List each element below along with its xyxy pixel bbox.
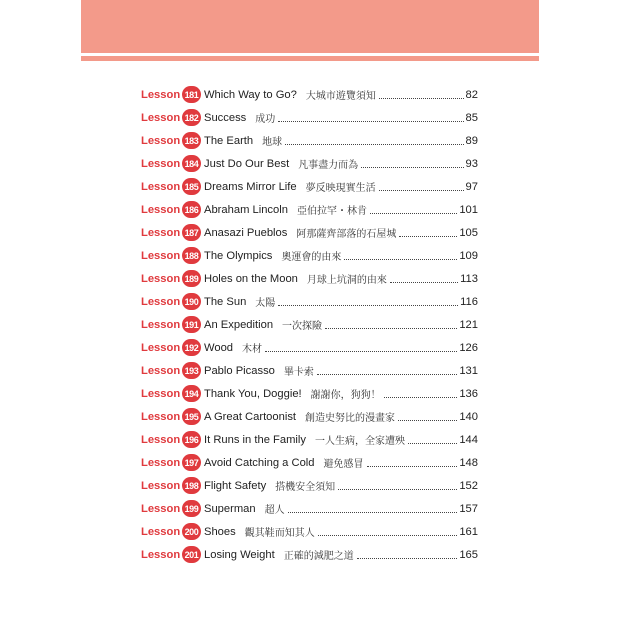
page-number: 126 (459, 341, 478, 354)
lesson-title: Losing Weight (204, 548, 275, 561)
lesson-title-chinese: 太陽 (255, 298, 276, 309)
lesson-title-chinese: 一次探險 (282, 321, 323, 332)
lesson-title-chinese: 謝謝你，狗狗！ (310, 390, 381, 401)
page-number: 165 (459, 548, 478, 561)
lesson-title-chinese: 亞伯拉罕・林肯 (296, 206, 367, 217)
lesson-number-badge: 181 (182, 86, 201, 103)
dot-leader (379, 181, 464, 191)
lesson-label: Lesson (141, 502, 181, 515)
page-number: 101 (459, 203, 478, 216)
lesson-title-chinese: 超人 (264, 505, 285, 516)
lesson-title-chinese: 正確的減肥之道 (283, 551, 354, 562)
lesson-title: Dreams Mirror Life (204, 180, 297, 193)
lesson-title-chinese: 大城市遊覽須知 (305, 91, 376, 102)
lesson-label: Lesson (141, 180, 181, 193)
dot-leader (399, 227, 457, 237)
lesson-title-chinese: 成功 (255, 114, 276, 125)
lesson-title-chinese: 地球 (262, 137, 283, 148)
page-number: 113 (460, 272, 478, 285)
table-of-contents (141, 83, 478, 566)
page-number: 89 (465, 134, 478, 147)
lesson-number-badge: 190 (182, 293, 201, 310)
page-number: 144 (459, 433, 478, 446)
dot-leader (278, 296, 458, 306)
lesson-title: Superman (204, 502, 256, 515)
toc-entry[interactable] (141, 290, 478, 313)
page-number: 105 (459, 226, 478, 239)
lesson-label: Lesson (141, 456, 181, 469)
page-number: 136 (459, 387, 478, 400)
lesson-title: An Expedition (204, 318, 274, 331)
lesson-title: Thank You, Doggie! (204, 387, 302, 400)
lesson-title-chinese: 避免感冒 (323, 459, 364, 470)
lesson-label: Lesson (141, 387, 181, 400)
document-page (81, 0, 539, 620)
lesson-label: Lesson (141, 272, 181, 285)
dot-leader (370, 204, 457, 214)
lesson-title: The Olympics (204, 249, 273, 262)
lesson-number-badge: 182 (182, 109, 201, 126)
dot-leader (357, 549, 458, 559)
page-number: 85 (465, 111, 478, 124)
dot-leader (408, 434, 457, 444)
toc-entry[interactable] (141, 451, 478, 474)
lesson-number-badge: 201 (182, 546, 201, 563)
lesson-title: The Earth (204, 134, 254, 147)
header-strip (81, 56, 539, 61)
lesson-title: Abraham Lincoln (204, 203, 288, 216)
lesson-label: Lesson (141, 88, 181, 101)
dot-leader (318, 526, 458, 536)
lesson-label: Lesson (141, 249, 181, 262)
dot-leader (379, 89, 464, 99)
page-number: 109 (459, 249, 478, 262)
toc-entry[interactable] (141, 106, 478, 129)
lesson-title: Flight Safety (204, 479, 267, 492)
lesson-title: Which Way to Go? (204, 88, 297, 101)
toc-entry[interactable] (141, 152, 478, 175)
toc-entry[interactable] (141, 474, 478, 497)
lesson-title-chinese: 木材 (242, 344, 263, 355)
page-number: 152 (459, 479, 478, 492)
lesson-title-chinese: 阿那薩齊部落的石屋城 (296, 229, 397, 240)
lesson-number-badge: 192 (182, 339, 201, 356)
lesson-title-chinese: 凡事盡力而為 (298, 160, 359, 171)
lesson-number-badge: 194 (182, 385, 201, 402)
dot-leader (367, 457, 458, 467)
toc-entry[interactable] (141, 520, 478, 543)
toc-entry[interactable] (141, 359, 478, 382)
toc-entry[interactable] (141, 244, 478, 267)
lesson-number-badge: 184 (182, 155, 201, 172)
lesson-label: Lesson (141, 364, 181, 377)
lesson-number-badge: 188 (182, 247, 201, 264)
lesson-title-chinese: 夢反映現實生活 (305, 183, 376, 194)
toc-entry[interactable] (141, 497, 478, 520)
dot-leader (398, 411, 457, 421)
toc-entry[interactable] (141, 175, 478, 198)
lesson-title-chinese: 畢卡索 (283, 367, 314, 378)
page-number: 121 (459, 318, 478, 331)
toc-entry[interactable] (141, 83, 478, 106)
lesson-number-badge: 200 (182, 523, 201, 540)
lesson-number-badge: 183 (182, 132, 201, 149)
lesson-number-badge: 185 (182, 178, 201, 195)
lesson-number-badge: 187 (182, 224, 201, 241)
lesson-title: It Runs in the Family (204, 433, 306, 446)
page-number: 82 (465, 88, 478, 101)
toc-entry[interactable] (141, 129, 478, 152)
lesson-title: Holes on the Moon (204, 272, 298, 285)
toc-entry[interactable] (141, 336, 478, 359)
lesson-title-chinese: 觀其鞋而知其人 (244, 528, 315, 539)
lesson-number-badge: 189 (182, 270, 201, 287)
lesson-title: The Sun (204, 295, 247, 308)
lesson-number-badge: 186 (182, 201, 201, 218)
lesson-label: Lesson (141, 111, 181, 124)
lesson-number-badge: 193 (182, 362, 201, 379)
lesson-title: Anasazi Pueblos (204, 226, 288, 239)
dot-leader (338, 480, 457, 490)
dot-leader (390, 273, 458, 283)
page-number: 97 (465, 180, 478, 193)
header-band (81, 0, 539, 53)
lesson-label: Lesson (141, 410, 181, 423)
lesson-label: Lesson (141, 318, 181, 331)
page-number: 161 (459, 525, 478, 538)
toc-entry[interactable] (141, 543, 478, 566)
lesson-label: Lesson (141, 295, 181, 308)
page-number: 116 (460, 295, 478, 308)
lesson-title-chinese: 奧運會的由來 (281, 252, 342, 263)
dot-leader (285, 135, 463, 145)
toc-entry[interactable] (141, 198, 478, 221)
lesson-title-chinese: 搭機安全須知 (275, 482, 336, 493)
lesson-label: Lesson (141, 226, 181, 239)
lesson-number-badge: 198 (182, 477, 201, 494)
lesson-number-badge: 197 (182, 454, 201, 471)
lesson-title-chinese: 創造史努比的漫畫家 (305, 413, 396, 424)
toc-entry[interactable] (141, 405, 478, 428)
lesson-title: Success (204, 111, 247, 124)
page-number: 148 (459, 456, 478, 469)
lesson-label: Lesson (141, 134, 181, 147)
dot-leader (288, 503, 458, 513)
lesson-label: Lesson (141, 479, 181, 492)
lesson-title: Avoid Catching a Cold (204, 456, 315, 469)
toc-entry[interactable] (141, 382, 478, 405)
lesson-label: Lesson (141, 433, 181, 446)
lesson-label: Lesson (141, 525, 181, 538)
dot-leader (278, 112, 463, 122)
dot-leader (317, 365, 457, 375)
dot-leader (361, 158, 463, 168)
toc-entry[interactable] (141, 267, 478, 290)
toc-entry[interactable] (141, 221, 478, 244)
lesson-label: Lesson (141, 203, 181, 216)
dot-leader (265, 342, 457, 352)
lesson-number-badge: 196 (182, 431, 201, 448)
lesson-title: Just Do Our Best (204, 157, 290, 170)
lesson-number-badge: 195 (182, 408, 201, 425)
lesson-title: Wood (204, 341, 234, 354)
toc-entry[interactable] (141, 428, 478, 451)
page-number: 131 (459, 364, 478, 377)
dot-leader (384, 388, 458, 398)
lesson-title: Pablo Picasso (204, 364, 275, 377)
lesson-label: Lesson (141, 341, 181, 354)
dot-leader (325, 319, 457, 329)
lesson-label: Lesson (141, 548, 181, 561)
dot-leader (344, 250, 457, 260)
lesson-title: A Great Cartoonist (204, 410, 297, 423)
page-number: 140 (459, 410, 478, 423)
lesson-title-chinese: 一人生病，全家遭殃 (314, 436, 405, 447)
lesson-title-chinese: 月球上坑洞的由來 (306, 275, 387, 286)
lesson-number-badge: 199 (182, 500, 201, 517)
lesson-label: Lesson (141, 157, 181, 170)
page-number: 93 (465, 157, 478, 170)
lesson-number-badge: 191 (182, 316, 201, 333)
page-number: 157 (459, 502, 478, 515)
toc-entry[interactable] (141, 313, 478, 336)
lesson-title: Shoes (204, 525, 236, 538)
